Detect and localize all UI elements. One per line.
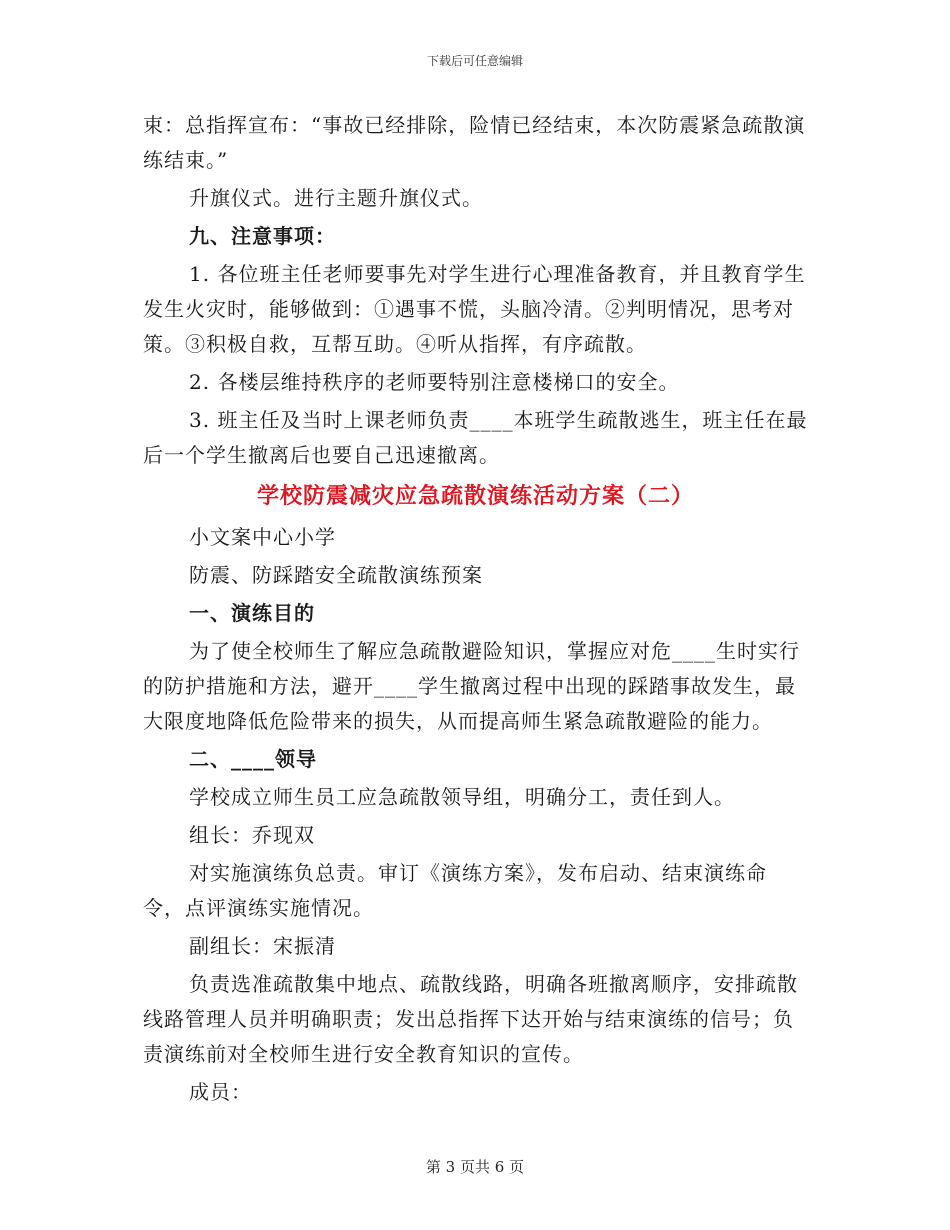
- page-footer: 第 3 页共 6 页: [425, 1158, 525, 1176]
- note-item-3: 3. 班主任及当时上课老师负责____本班学生疏散逃生，班主任在最后一个学生撤离后也要自己迅速撤离。: [143, 408, 808, 467]
- group-leader: 组长：乔现双: [189, 823, 315, 847]
- paragraph-leadership: 学校成立师生员工应急疏散领导组，明确分工，责任到人。: [189, 785, 735, 809]
- section-heading-leadership: 二、____领导: [189, 747, 317, 771]
- group-leader-duty: 对实施演练负总责。审订《演练方案》，发布启动、结束演练命令，点评演练实施情况。: [143, 861, 767, 920]
- section-heading-notes: 九、注意事项：: [189, 224, 336, 248]
- document-title: 学校防震减灾应急疏散演练活动方案（二）: [256, 483, 694, 509]
- paragraph-drill-end: 束：总指挥宣布：“事故已经排除，险情已经结束，本次防震紧急疏散演练结束。”: [143, 113, 806, 172]
- paragraph-flag-ceremony: 升旗仪式。进行主题升旗仪式。: [189, 186, 483, 210]
- paragraph-purpose: 为了使全校师生了解应急疏散避险知识，掌握应对危____生时实行的防护措施和方法，避开____学生撤离过程中出现的踩踏事故发生，最大限度地降低危险带来的损失，从而提高师生紧急疏散避险的能力。: [143, 639, 800, 733]
- section-heading-purpose: 一、演练目的: [189, 601, 315, 625]
- note-item-2: 2. 各楼层维持秩序的老师要特别注意楼梯口的安全。: [189, 370, 680, 394]
- document-body: [143, 108, 808, 1110]
- note-item-1: 1. 各位班主任老师要事先对学生进行心理准备教育，并且教育学生发生火灾时，能够做到：①遇事不慌，头脑冷清。②判明情况，思考对策。③积极自救，互帮互助。④听从指挥，有序疏散。: [143, 262, 806, 356]
- members-label: 成员：: [189, 1080, 252, 1104]
- school-name: 小文案中心小学: [189, 525, 336, 549]
- page-header: 下载后可任意编辑: [426, 54, 523, 68]
- deputy-leader-duty: 负责选准疏散集中地点、疏散线路，明确各班撤离顺序，安排疏散线路管理人员并明确职责；发出总指挥下达开始与结束演练的信号；负责演练前对全校师生进行安全教育知识的宣传。: [143, 972, 798, 1066]
- plan-name: 防震、防踩踏安全疏散演练预案: [189, 563, 483, 587]
- deputy-leader: 副组长：宋振清: [189, 934, 336, 958]
